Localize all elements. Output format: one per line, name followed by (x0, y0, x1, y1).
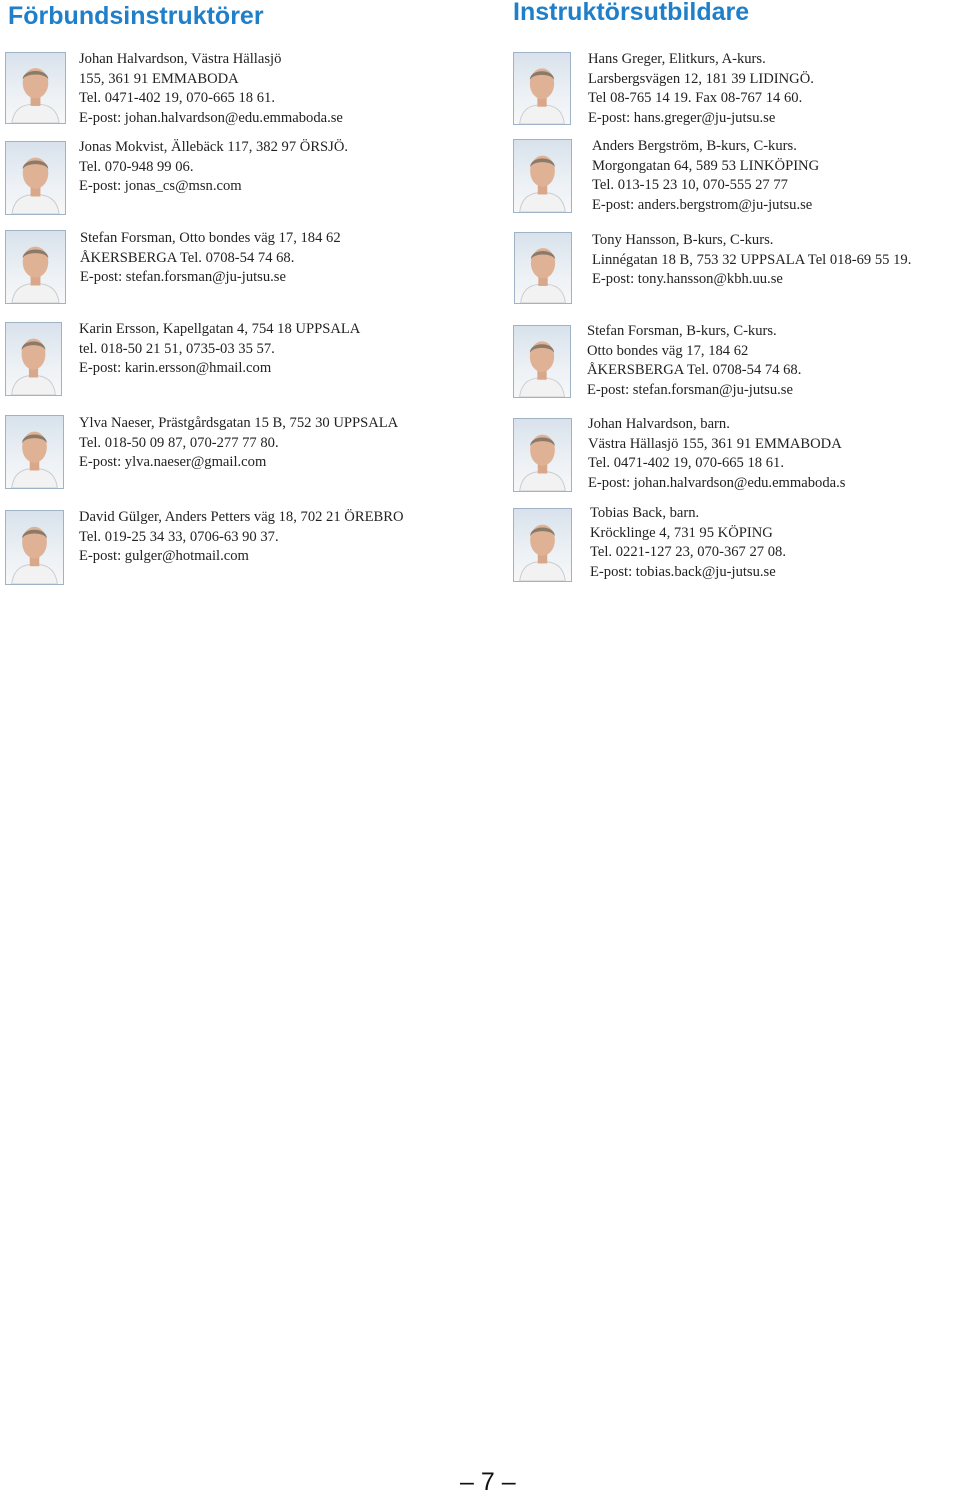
info-line: Tel. 018-50 09 87, 070-277 77 80. (79, 434, 279, 451)
portrait-photo (513, 325, 571, 398)
info-line: Tel. 0221-127 23, 070-367 27 08. (590, 544, 786, 561)
contact-info (79, 320, 360, 379)
info-line: E-post: tony.hansson@kbh.uu.se (592, 271, 783, 288)
portrait-silhouette (6, 231, 65, 303)
info-line: E-post: johan.halvardson@edu.emmaboda.se (79, 109, 343, 126)
contact-info (588, 50, 814, 128)
info-line: Tony Hansson, B-kurs, C-kurs. (592, 232, 774, 248)
portrait-photo (5, 415, 64, 489)
left-heading: Förbundsinstruktörer (8, 2, 264, 30)
info-line: Ylva Naeser, Prästgårdsgatan 15 B, 752 30 UPPSALA (79, 415, 399, 431)
info-line: E-post: jonas_cs@msn.com (79, 178, 242, 195)
contact-info (79, 414, 398, 473)
info-line: E-post: hans.greger@ju-jutsu.se (588, 109, 776, 126)
portrait-photo (5, 52, 66, 124)
info-line: Tel. 019-25 34 33, 0706-63 90 37. (79, 528, 279, 545)
info-line: Hans Greger, Elitkurs, A-kurs. (588, 51, 766, 67)
info-line: Västra Hällasjö 155, 361 91 EMMABODA (588, 435, 842, 452)
info-line: Anders Bergström, B-kurs, C-kurs. (592, 138, 797, 154)
contact-info (590, 504, 786, 582)
info-line: E-post: anders.bergstrom@ju-jutsu.se (592, 196, 813, 213)
info-line: E-post: johan.halvardson@edu.emmaboda.s (588, 474, 846, 491)
portrait-silhouette (514, 509, 571, 581)
info-line: E-post: karin.ersson@hmail.com (79, 360, 272, 377)
portrait-silhouette (6, 511, 63, 584)
info-line: E-post: tobias.back@ju-jutsu.se (590, 563, 776, 580)
contact-info (592, 137, 819, 215)
info-line: Jonas Mokvist, Ällebäck 117, 382 97 ÖRSJÖ. (79, 139, 349, 155)
contact-info (588, 415, 845, 493)
contact-info (592, 231, 911, 290)
info-line: E-post: ylva.naeser@gmail.com (79, 454, 267, 471)
portrait-photo (5, 141, 66, 215)
page-number: – 7 – (460, 1468, 516, 1496)
portrait-silhouette (6, 323, 61, 395)
portrait-photo (513, 418, 572, 492)
contact-info (79, 508, 404, 567)
info-line: ÅKERSBERGA Tel. 0708-54 74 68. (80, 249, 295, 266)
portrait-silhouette (6, 416, 63, 488)
portrait-photo (513, 52, 571, 125)
info-line: Kröcklinge 4, 731 95 KÖPING (590, 524, 773, 541)
info-line: E-post: stefan.forsman@ju-jutsu.se (587, 381, 793, 398)
info-line: David Gülger, Anders Petters väg 18, 702 21 ÖREBRO (79, 509, 404, 525)
contact-info (79, 138, 348, 197)
portrait-silhouette (6, 142, 65, 214)
right-heading: Instruktörsutbildare (513, 0, 750, 26)
info-line: Karin Ersson, Kapellgatan 4, 754 18 UPPSALA (79, 321, 361, 337)
contact-info (587, 322, 801, 400)
portrait-silhouette (6, 53, 65, 123)
portrait-silhouette (514, 53, 570, 124)
info-line: Linnégatan 18 B, 753 32 UPPSALA Tel 018-69 55 19. (592, 251, 912, 268)
info-line: Stefan Forsman, B-kurs, C-kurs. (587, 323, 777, 339)
info-line: Otto bondes väg 17, 184 62 (587, 342, 749, 359)
info-line: Johan Halvardson, barn. (588, 416, 730, 432)
portrait-photo (514, 232, 572, 304)
info-line: Tel 08-765 14 19. Fax 08-767 14 60. (588, 90, 803, 107)
portrait-silhouette (514, 326, 570, 397)
info-line: 155, 361 91 EMMABODA (79, 70, 239, 87)
info-line: ÅKERSBERGA Tel. 0708-54 74 68. (587, 362, 802, 379)
info-line: Morgongatan 64, 589 53 LINKÖPING (592, 157, 820, 174)
portrait-photo (5, 322, 62, 396)
info-line: Tel. 070-948 99 06. (79, 158, 194, 175)
info-line: Stefan Forsman, Otto bondes väg 17, 184 62 (80, 230, 341, 246)
portrait-silhouette (515, 233, 571, 303)
contact-info (80, 229, 341, 288)
info-line: tel. 018-50 21 51, 0735-03 35 57. (79, 340, 275, 357)
portrait-photo (513, 139, 572, 213)
info-line: Tobias Back, barn. (590, 505, 700, 521)
info-line: Tel. 0471-402 19, 070-665 18 61. (588, 455, 784, 472)
portrait-silhouette (514, 140, 571, 212)
portrait-silhouette (514, 419, 571, 491)
contact-info (79, 50, 343, 128)
info-line: E-post: gulger@hotmail.com (79, 548, 249, 565)
portrait-photo (5, 230, 66, 304)
info-line: Larsbergsvägen 12, 181 39 LIDINGÖ. (588, 70, 814, 87)
portrait-photo (513, 508, 572, 582)
info-line: Tel. 0471-402 19, 070-665 18 61. (79, 90, 275, 107)
info-line: E-post: stefan.forsman@ju-jutsu.se (80, 269, 286, 286)
info-line: Tel. 013-15 23 10, 070-555 27 77 (592, 177, 788, 194)
info-line: Johan Halvardson, Västra Hällasjö (79, 51, 282, 67)
portrait-photo (5, 510, 64, 585)
